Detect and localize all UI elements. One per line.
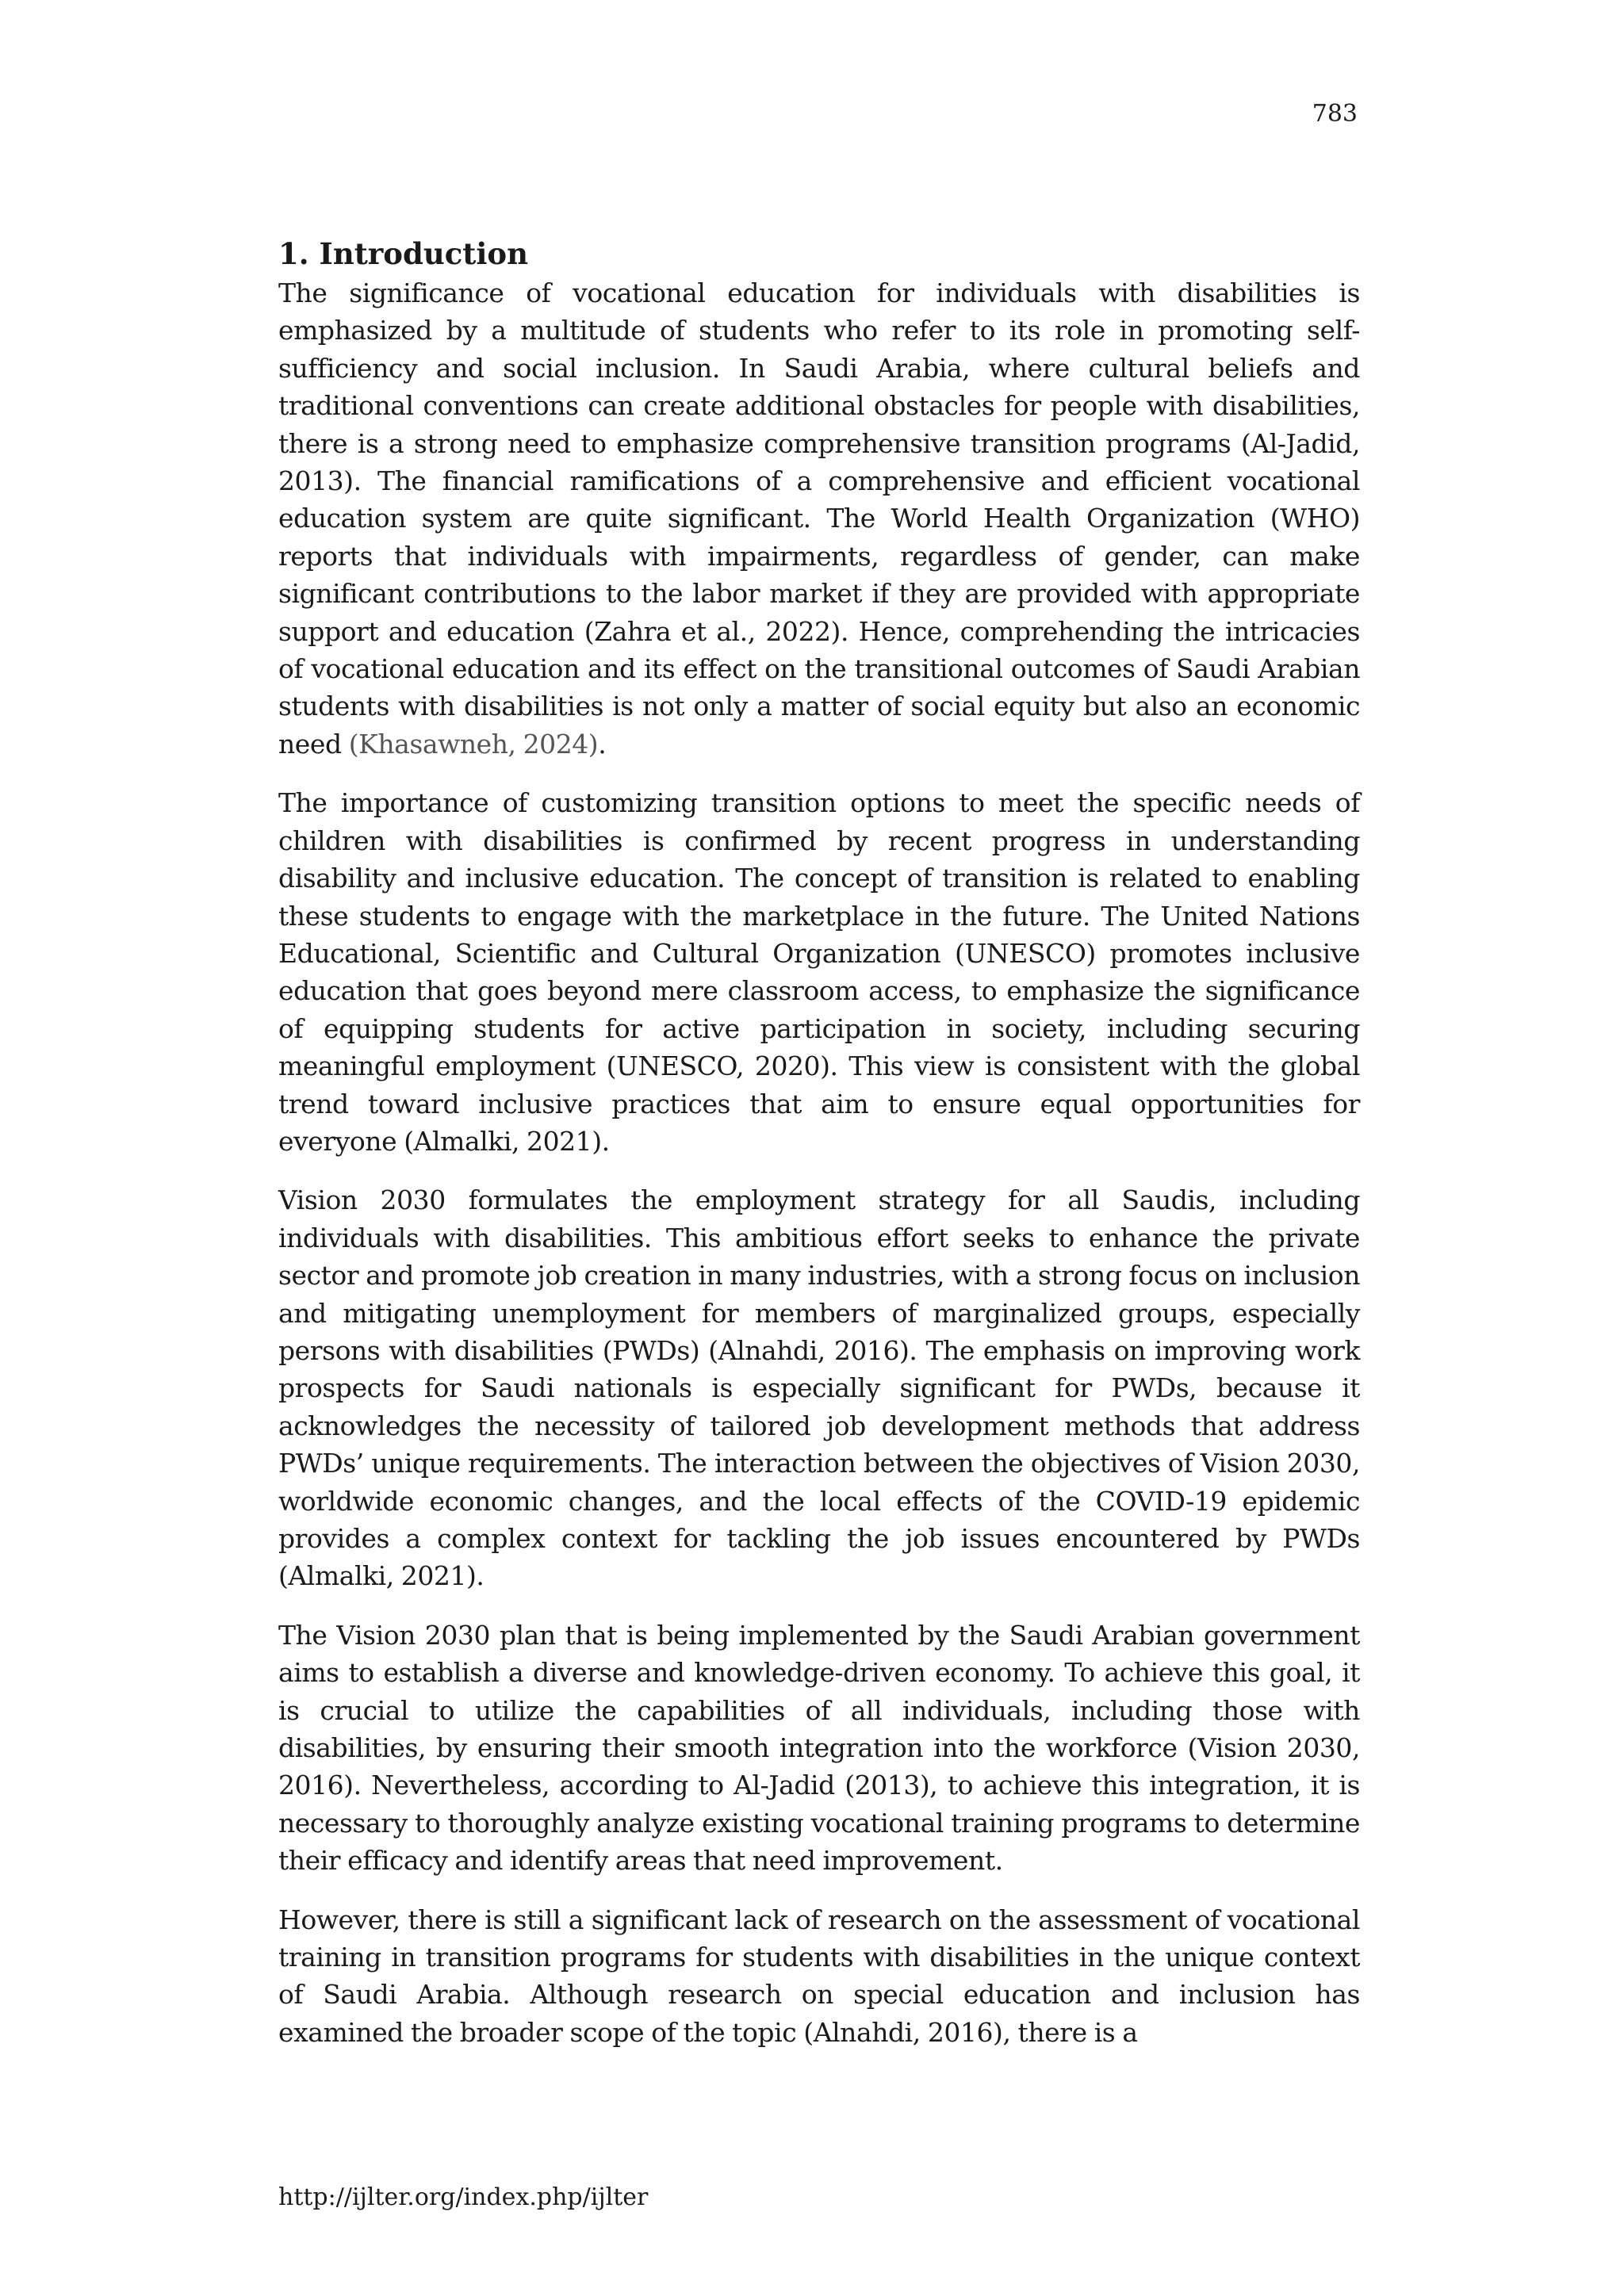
page-number: 783 [1312,100,1358,128]
paragraph-4: The Vision 2030 plan that is being implemented by the Saudi Arabian government aims to establish a diverse and knowledge-driven economy. To achieve this goal, it is crucial to utilize the capabilities of all individuals, including those with disabilities, by ensuring their smooth integration into the workforce (Vision 2030, 2016). Nevertheless, according to Al-Jadid (2013), to achieve this integration, it is necessary to thoroughly analyze existing vocational training programs to determine their efficacy and identify areas that need improvement. [278,1619,1360,1877]
article-body [278,235,1360,2072]
section-heading: 1. Introduction [278,236,529,271]
paragraph-1-text: The significance of vocational education for individuals with disabilities is emphasized by a multitude of students who refer to its role in promoting self-sufficiency and social inclusion. In Saudi Arabia, where cultural beliefs and traditional conventions can create additional obstacles for people with disabilities, there is a strong need to emphasize comprehensive transition programs (Al-Jadid, 2013). The financial ramifications of a comprehensive and efficient vocational education system are quite significant. The World Health Organization (WHO) reports that individuals with impairments, regardless of gender, can make significant contributions to the labor market if they are provided with appropriate support and education (Zahra et al., 2022). Hence, comprehending the intricacies of vocational education and its effect on the transitional outcomes of Saudi Arabian students with disabilities is not only a matter of social equity but also an economic need [278,277,1360,760]
paragraph-5: However, there is still a significant lack of research on the assessment of vocational training in transition programs for students with disabilities in the unique context of Saudi Arabia. Although research on special education and inclusion has examined the broader scope of the topic (Alnahdi, 2016), there is a [278,1904,1360,2048]
paragraph-1 [278,274,1360,763]
paragraph-1-end: . [598,728,607,760]
paragraph-3: Vision 2030 formulates the employment strategy for all Saudis, including individuals with disabilities. This ambitious effort seeks to enhance the private sector and promote job creation in many industries, with a strong focus on inclusion and mitigating unemployment for members of marginalized groups, especially persons with disabilities (PWDs) (Alnahdi, 2016). The emphasis on improving work prospects for Saudi nationals is especially significant for PWDs, because it acknowledges the necessity of tailored job development methods that address PWDs’ unique requirements. The interaction between the objectives of Vision 2030, worldwide economic changes, and the local effects of the COVID-19 epidemic provides a complex context for tackling the job issues encountered by PWDs (Almalki, 2021). [278,1184,1360,1592]
paragraph-2: The importance of customizing transition options to meet the specific needs of children with disabilities is confirmed by recent progress in understanding disability and inclusive education. The concept of transition is related to enabling these students to engage with the marketplace in the future. The United Nations Educational, Scientific and Cultural Organization (UNESCO) promotes inclusive education that goes beyond mere classroom access, to emphasize the significance of equipping students for active participation in society, including securing meaningful employment (UNESCO, 2020). This view is consistent with the global trend toward inclusive practices that aim to ensure equal opportunities for everyone (Almalki, 2021). [278,787,1360,1157]
citation-link[interactable]: (Khasawneh, 2024) [348,728,599,760]
footer-url[interactable]: http://ijlter.org/index.php/ijlter [278,2183,649,2211]
